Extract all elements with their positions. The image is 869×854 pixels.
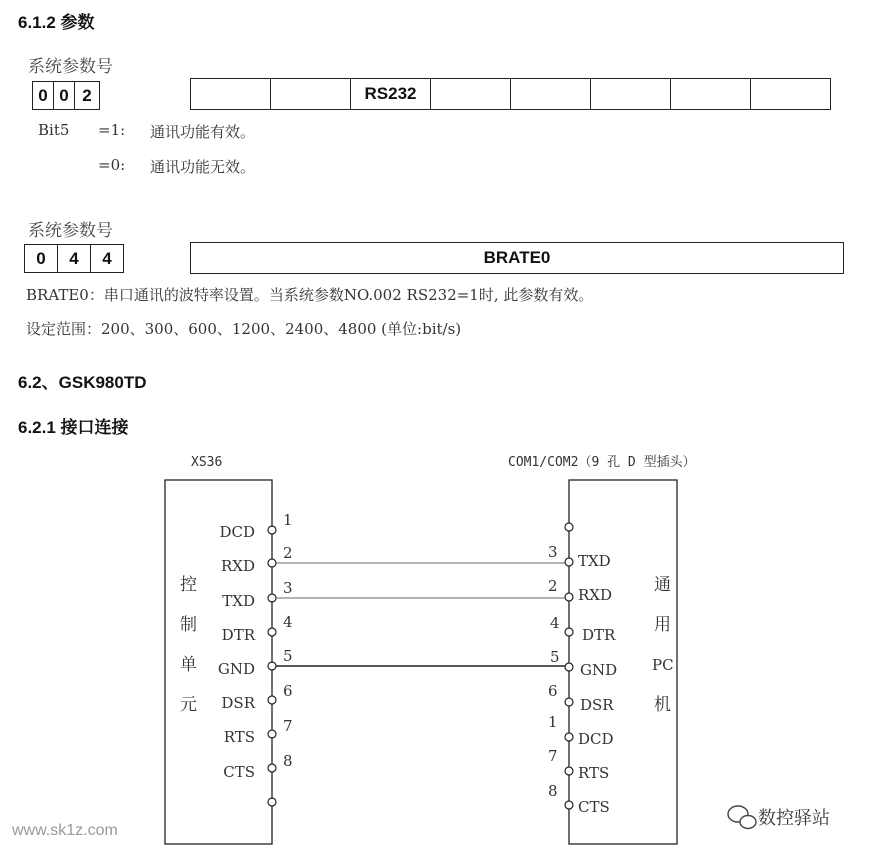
section-heading-6-1-2: 6.1.2 参数: [18, 13, 95, 32]
right-side-label: 通: [654, 575, 671, 595]
right-pin-number: 7: [548, 747, 558, 765]
left-pin-name: DSR: [221, 694, 255, 712]
right-pin-name: TXD: [578, 552, 611, 570]
left-pin-number: 5: [283, 647, 293, 665]
pin-circle: [565, 628, 573, 636]
left-side-label: 制: [180, 615, 197, 635]
left-pin-name: CTS: [223, 763, 255, 781]
section-heading-6-2: 6.2、GSK980TD: [18, 373, 147, 392]
param1-eq1: =1:: [98, 121, 126, 139]
right-pin-number: 3: [548, 543, 558, 561]
right-pin-name: CTS: [578, 798, 610, 816]
left-pin-number: 8: [283, 752, 293, 770]
param2-desc: BRATE0：串口通讯的波特率设置。当系统参数NO.002 RS232=1时, 此参数有效。: [26, 286, 594, 304]
pin-circle: [268, 559, 276, 567]
left-pin-number: 4: [283, 613, 293, 631]
right-pin-number: 5: [550, 648, 560, 666]
param1-desc0: 通讯功能无效。: [150, 158, 256, 176]
pin-circle: [268, 730, 276, 738]
site-watermark: www.sk1z.com: [12, 822, 118, 839]
left-pin-name: TXD: [222, 592, 255, 610]
pin-circle: [565, 558, 573, 566]
section-heading-6-2-1: 6.2.1 接口连接: [18, 418, 129, 437]
param2-digit: 4: [91, 245, 124, 273]
pin-circle: [565, 767, 573, 775]
right-pin-name: DSR: [580, 696, 614, 714]
right-pin-name: RTS: [578, 764, 610, 782]
right-side-label: 机: [654, 695, 671, 715]
left-pin-number: 2: [283, 544, 293, 562]
wechat-icon: [728, 806, 756, 829]
param1-digit: 2: [75, 82, 100, 110]
param1-eq0: =0:: [98, 156, 126, 174]
param1-caption: 系统参数号: [28, 57, 113, 77]
param2-digit: 4: [58, 245, 91, 273]
param2-range: 设定范围：200、300、600、1200、2400、4800 (单位:bit/s): [26, 320, 462, 338]
right-pin-name: DTR: [582, 626, 616, 644]
param1-digit: 0: [54, 82, 75, 110]
param2-digit: 0: [25, 245, 58, 273]
right-pin-name: DCD: [578, 730, 614, 748]
right-pin-number: 4: [550, 614, 560, 632]
pin-circle: [268, 764, 276, 772]
param1-bit-label: Bit5: [38, 121, 70, 139]
left-pin-number: 3: [283, 579, 293, 597]
pin-circle: [268, 594, 276, 602]
com-title: COM1/COM2（9 孔 D 型插头）: [508, 455, 696, 470]
brand-watermark: 数控驿站: [758, 808, 830, 829]
param2-caption: 系统参数号: [28, 221, 113, 241]
right-side-label: 用: [654, 615, 671, 635]
right-pin-name: RXD: [578, 586, 612, 604]
left-pin-name: DCD: [219, 523, 255, 541]
left-pin-number: 7: [283, 717, 293, 735]
param1-digit: 0: [33, 82, 54, 110]
left-pin-name: DTR: [221, 626, 255, 644]
pin-circle: [268, 662, 276, 670]
left-pin-name: RXD: [221, 557, 255, 575]
right-pin-name: GND: [580, 661, 618, 679]
right-pin-number: 1: [548, 713, 558, 731]
left-side-label: 控: [180, 575, 197, 595]
pin-circle: [268, 798, 276, 806]
xs36-title: XS36: [191, 455, 223, 470]
pin-circle: [268, 526, 276, 534]
pin-circle: [565, 663, 573, 671]
pin-circle: [565, 523, 573, 531]
pin-circle: [565, 733, 573, 741]
pin-circle: [565, 698, 573, 706]
pin-circle: [268, 628, 276, 636]
right-pin-number: 2: [548, 577, 558, 595]
left-pin-number: 6: [283, 682, 293, 700]
left-pin-number: 1: [283, 511, 293, 529]
left-pin-name: GND: [217, 660, 255, 678]
right-pin-number: 8: [548, 782, 558, 800]
left-pin-name: RTS: [223, 728, 255, 746]
pin-circle: [565, 593, 573, 601]
param1-desc1: 通讯功能有效。: [150, 123, 256, 141]
left-side-label: 元: [180, 695, 197, 715]
param1-bit-cell-rs232: RS232: [351, 79, 431, 110]
right-pin-number: 6: [548, 682, 558, 700]
right-side-label: PC: [652, 656, 674, 674]
left-side-label: 单: [180, 655, 197, 675]
pin-circle: [565, 801, 573, 809]
param2-field-brate0: BRATE0: [191, 243, 844, 274]
pin-circle: [268, 696, 276, 704]
